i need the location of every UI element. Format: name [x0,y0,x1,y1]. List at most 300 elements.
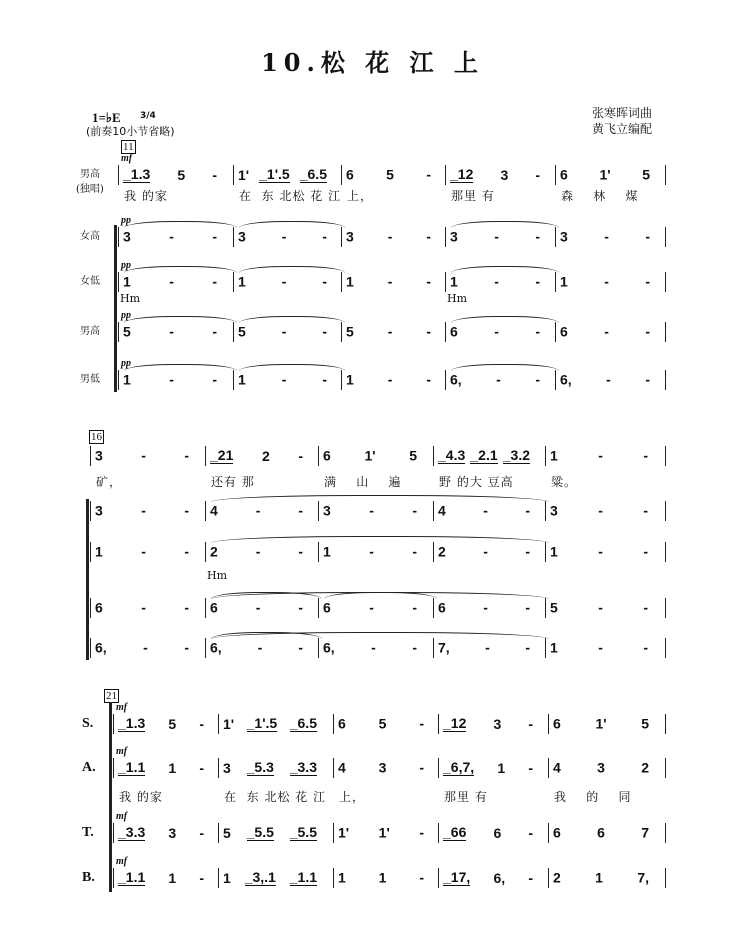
measure [123,325,217,340]
barline [233,322,234,342]
note-beat: - [528,759,533,776]
note-beat: - [643,447,648,464]
note-beat: - [419,869,424,886]
barline [318,638,319,658]
note-beat: - [483,543,488,560]
note-beat: 3 [346,228,354,245]
barline [218,714,219,734]
measure [560,373,650,388]
note-beat: - [169,323,174,340]
credit-lyrics-music: 张寒晖词曲 [592,106,653,120]
part-label: 男低 [80,374,100,385]
syllable-hm: Hm [207,569,228,582]
part-label: S. [82,716,94,731]
measure [118,825,204,841]
barline [665,714,666,734]
measure [443,716,533,732]
note-beat: - [645,273,650,290]
barline [665,370,666,390]
measure [550,449,648,464]
note-beat: 6 [553,715,561,732]
barline [665,446,666,466]
tie-slur [239,221,345,228]
note-beat: 1' [338,824,350,841]
note-beat: - [322,371,327,388]
note-beat: - [643,599,648,616]
measure [323,545,417,560]
tie-slur [451,364,559,371]
note-beat: 3 [560,228,568,245]
barline [445,227,446,247]
barline [118,165,119,185]
note-beat: - [387,273,393,290]
syllable-hm: Hm [120,292,141,305]
note-beat: 1 [346,371,354,388]
barline [555,165,556,185]
dynamic-marking: mf [116,856,128,867]
note-beat: - [199,759,204,776]
note-beat: 6 [323,447,331,464]
note-beat: - [535,323,540,340]
tie-slur [451,316,559,323]
note-beat: _3.2 [502,447,530,463]
barline [433,446,434,466]
note-beat: 7, [637,869,649,886]
measure [210,545,303,560]
measure [323,449,417,464]
barline [665,638,666,658]
note-beat: 6 [560,323,568,340]
measure [346,275,431,290]
note-beat: - [199,715,204,732]
note-beat: - [645,371,650,388]
measure [338,826,424,841]
note-beat: 4 [438,502,446,519]
dynamic-marking: mf [116,811,128,822]
barline [90,501,91,521]
note-beat: - [535,273,540,290]
rehearsal-mark: 11 [123,141,134,153]
note-beat: 6, [210,639,222,656]
note-beat: - [184,599,189,616]
note-beat: 1 [223,869,231,886]
note-beat: 1' [223,715,235,732]
note-beat: 5 [123,323,131,340]
dynamic-marking: pp [121,310,131,321]
lyric: 我 的家 [119,790,163,804]
barline [548,823,549,843]
barline [205,542,206,562]
note-beat: 4 [338,759,346,776]
note-beat: 5 [550,599,558,616]
note-beat: - [212,273,217,290]
measure [123,373,217,388]
note-beat: 1 [123,371,131,388]
part-label: 女高 [80,231,100,242]
note-beat: - [528,715,533,732]
note-beat: 3 [378,759,387,776]
note-beat: _1'.5 [259,166,290,182]
part-label: B. [82,870,95,885]
note-beat: 1' [364,447,376,464]
note-beat: - [322,273,327,290]
note-beat: 1' [238,166,250,183]
tie-slur [324,592,437,599]
barline [341,272,342,292]
lyric: 粱。 [551,475,578,489]
barline [218,868,219,888]
measure [238,275,327,290]
note-beat: 3 [223,759,231,776]
lyric: 森 林 煤 [561,189,639,203]
part-label: 男高 [80,169,100,180]
measure [323,641,417,656]
note-beat: _6.5 [299,166,327,182]
note-beat: 6 [323,599,331,616]
note-beat: - [184,543,189,560]
note-beat: - [412,543,417,560]
barline [445,165,446,185]
measure [438,601,530,616]
note-beat: 2 [553,869,561,886]
syllable-hm: Hm [447,292,468,305]
note-beat: 6, [493,869,506,886]
note-beat: _1.3 [123,166,151,182]
note-beat: 6, [560,371,572,388]
barline [665,542,666,562]
note-beat: - [169,371,174,388]
note-beat: - [255,599,261,616]
note-beat: 6 [553,824,561,841]
note-beat: - [535,166,540,183]
note-beat: - [369,543,374,560]
barline [90,598,91,618]
measure [238,230,327,245]
barline [118,370,119,390]
barline [665,823,666,843]
note-beat: - [426,323,431,340]
measure [118,760,204,776]
measure [223,870,317,886]
note-beat: - [426,228,431,245]
tie-slur [211,592,322,599]
measure [550,545,648,560]
note-beat: 5 [177,166,186,183]
note-beat: - [387,228,393,245]
note-beat: _12 [450,166,474,182]
lyric: 上， [347,189,374,203]
note-beat: - [141,543,146,560]
note-beat: _6.5 [289,715,317,731]
note-beat: - [255,543,261,560]
note-beat: 3 [493,715,502,732]
barline [438,868,439,888]
note-beat: _3.3 [118,824,146,840]
tie-slur [124,266,237,273]
note-beat: - [281,273,287,290]
note-beat: 1 [95,543,103,560]
tie-slur [239,316,345,323]
note-beat: - [604,228,609,245]
note-beat: 3 [597,759,605,776]
note-beat: 3 [500,166,509,183]
note-beat: 6, [323,639,335,656]
note-beat: - [496,371,501,388]
barline [90,638,91,658]
lyric: 在 东 北松 花 江 [239,189,342,203]
barline [665,598,666,618]
note-beat: - [535,228,540,245]
barline [545,638,546,658]
note-beat: 2 [210,543,218,560]
note-beat: - [184,447,189,464]
note-beat: _3.3 [289,759,317,775]
barline [218,823,219,843]
note-beat: - [485,639,490,656]
note-beat: - [598,447,603,464]
note-beat: - [598,639,603,656]
note-beat: 6 [438,599,446,616]
note-beat: 6, [450,371,462,388]
barline [665,272,666,292]
note-beat: 4 [210,502,218,519]
barline [341,227,342,247]
note-beat: - [494,273,499,290]
note-beat: - [494,323,499,340]
barline [333,758,334,778]
dynamic-marking: pp [121,215,131,226]
note-beat: 2 [641,759,649,776]
measure [450,325,540,340]
note-beat: 5 [641,715,649,732]
note-beat: - [494,228,499,245]
part-label: 女低 [80,276,100,287]
note-beat: - [281,371,287,388]
measure [450,275,540,290]
note-beat: - [412,502,417,519]
note-beat: 5 [223,824,231,841]
measure [338,871,424,886]
note-beat: 1 [595,869,603,886]
barline [438,823,439,843]
barline [333,868,334,888]
barline [665,165,666,185]
note-beat: - [298,447,303,464]
lyric: 矿， [96,475,123,489]
note-beat: 6, [95,639,107,656]
note-beat: - [369,599,374,616]
key-signature: 1=♭E [92,110,121,125]
note-beat: - [643,502,648,519]
note-beat: _17, [443,869,471,885]
barline [433,638,434,658]
barline [438,758,439,778]
note-beat: - [281,228,287,245]
lyric: 上， [339,790,366,804]
note-beat: _6,7, [443,759,475,775]
barline [545,501,546,521]
measure [560,230,650,245]
measure [95,601,189,616]
prelude-note: (前奏10小节省略) [86,125,175,138]
barline [205,501,206,521]
tie-slur [211,536,549,543]
note-beat: - [141,599,146,616]
note-beat: 7 [641,824,649,841]
note-beat: - [419,715,424,732]
lyric: 我 的家 [124,189,168,203]
measure [553,871,649,886]
note-beat: 6 [346,166,354,183]
note-beat: 6 [597,824,605,841]
note-beat: 5 [238,323,246,340]
barline [665,868,666,888]
tie-slur [239,364,345,371]
measure [550,504,648,519]
note-beat: - [298,543,303,560]
note-beat: - [298,502,303,519]
note-beat: 2 [261,447,270,464]
note-beat: 5 [409,447,417,464]
barline [233,165,234,185]
measure [210,641,303,656]
barline [318,542,319,562]
note-beat: 1 [323,543,331,560]
note-beat: _2.1 [470,447,498,463]
note-beat: - [525,543,530,560]
note-beat: _12 [443,715,467,731]
note-beat: 5 [642,166,650,183]
dynamic-marking: pp [121,260,131,271]
note-beat: 1 [550,543,558,560]
measure [346,373,431,388]
barline [205,598,206,618]
barline [118,227,119,247]
note-beat: - [645,228,650,245]
note-beat: - [322,323,327,340]
note-beat: _1.1 [289,869,317,885]
time-signature: 3/4 [140,111,156,121]
note-beat: _21 [210,447,234,463]
note-beat: - [212,228,217,245]
note-beat: - [535,371,540,388]
measure [346,230,431,245]
note-beat: - [298,599,303,616]
lyric: 那里 有 [444,790,488,804]
note-beat: _4.3 [438,447,466,463]
lyric: 还有 那 [211,475,255,489]
barline [665,501,666,521]
tie-slur [211,632,322,639]
measure [238,167,327,183]
barline [318,598,319,618]
note-beat: 1' [378,824,390,841]
barline [113,714,114,734]
system-bracket [109,702,112,892]
measure [123,167,217,183]
measure [210,448,303,464]
note-beat: - [598,599,603,616]
measure [450,373,540,388]
part-label: T. [82,825,94,840]
note-beat: - [426,273,431,290]
measure [560,275,650,290]
note-beat: - [298,639,303,656]
note-beat: - [143,639,148,656]
measure [210,601,303,616]
measure [346,325,431,340]
note-beat: - [525,639,530,656]
measure [338,717,424,732]
barline [545,598,546,618]
barline [118,272,119,292]
note-beat: 1 [450,273,458,290]
note-beat: 5 [346,323,354,340]
measure [450,167,540,183]
note-beat: - [525,599,530,616]
note-beat: - [412,639,417,656]
barline [341,370,342,390]
note-beat: 6 [95,599,103,616]
barline [205,446,206,466]
note-beat: - [281,323,287,340]
measure [95,449,189,464]
lyric: 野 的大 豆高 [439,475,514,489]
note-beat: 1 [338,869,346,886]
note-beat: - [141,502,146,519]
barline [233,272,234,292]
measure [118,716,204,732]
measure [223,825,317,841]
tie-slur [451,266,559,273]
measure [550,641,648,656]
note-beat: - [419,759,424,776]
barline [233,227,234,247]
measure [438,504,530,519]
note-beat: - [387,371,393,388]
lyric: 在 东 北松 花 江 [224,790,327,804]
tie-slur [124,221,237,228]
measure [123,230,217,245]
note-beat: 3 [95,447,103,464]
barline [318,446,319,466]
measure [323,601,417,616]
barline [665,322,666,342]
measure [123,275,217,290]
measure [443,870,533,886]
note-beat: - [606,371,611,388]
tie-slur [451,221,559,228]
barline [233,370,234,390]
measure [223,760,317,776]
barline [113,868,114,888]
note-beat: - [141,447,146,464]
note-beat: - [426,166,431,183]
note-beat: - [412,599,417,616]
note-beat: 6 [560,166,568,183]
note-beat: 1 [378,869,387,886]
note-beat: 1 [550,447,558,464]
note-beat: - [598,502,603,519]
measure [450,230,540,245]
measure [553,717,649,732]
note-beat: - [528,824,533,841]
barline [333,714,334,734]
note-beat: - [525,502,530,519]
measure [443,760,533,776]
note-beat: _1'.5 [246,715,278,731]
note-beat: - [169,273,174,290]
